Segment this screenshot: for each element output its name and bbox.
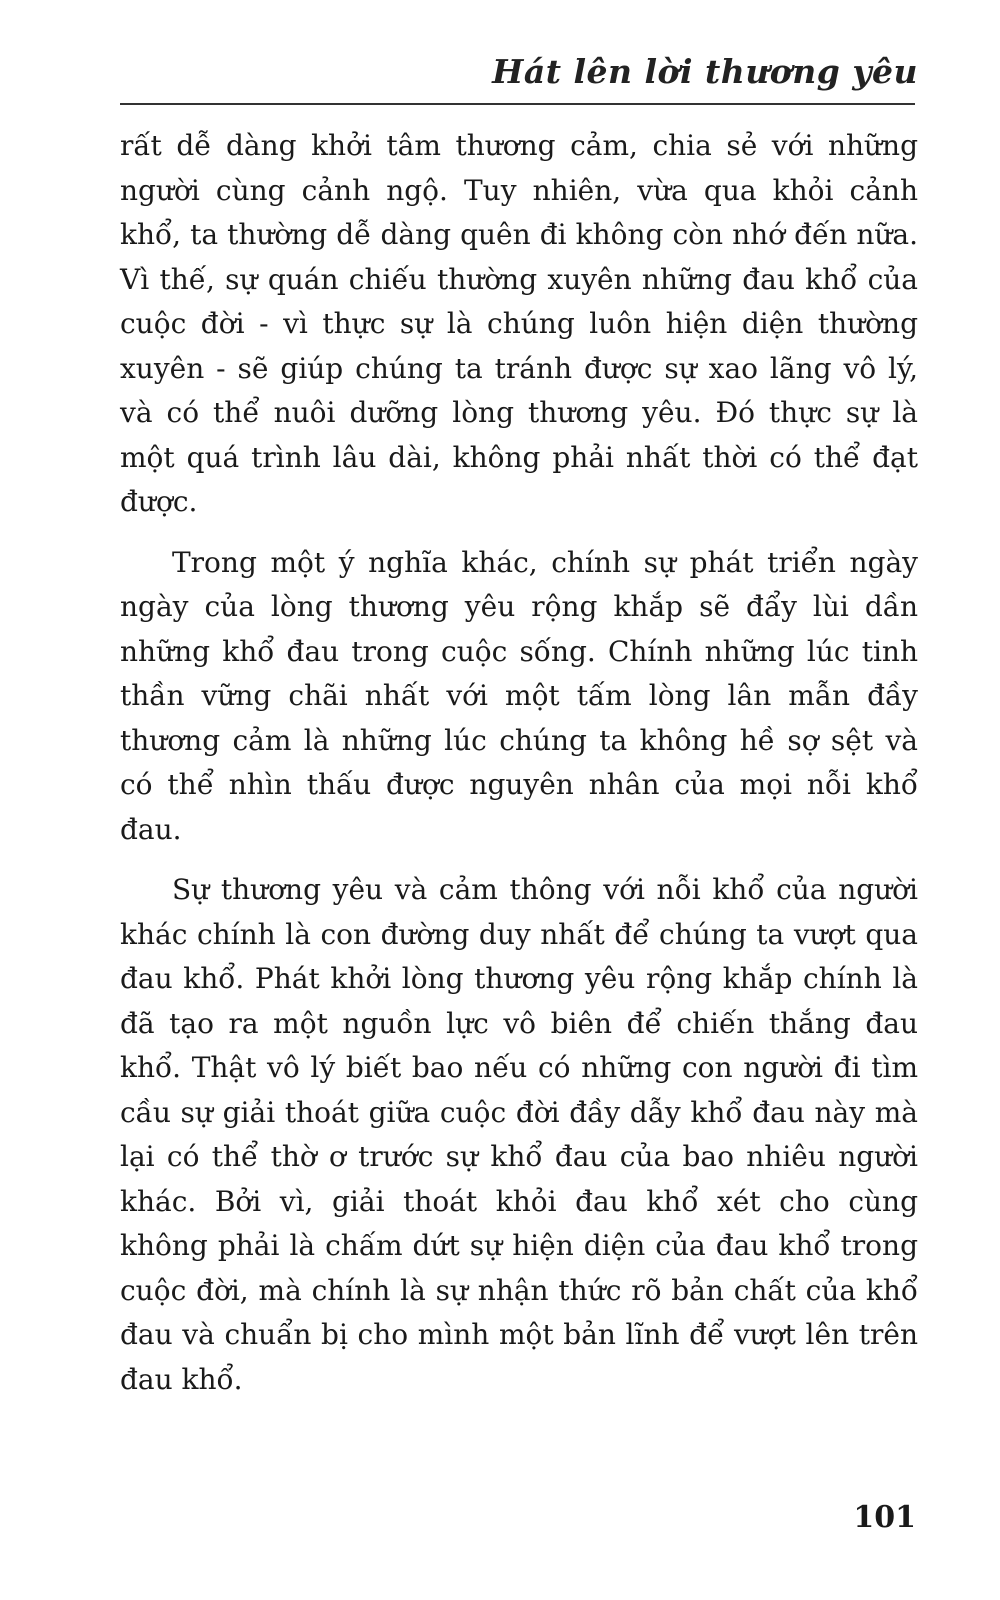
paragraph-continued: rất dễ dàng khởi tâm thương cảm, chia sẻ với những người cùng cảnh ngộ. Tuy nhiên, vừa qua khỏi cảnh khổ, ta thường dễ dàng quên đi không còn nhớ đến nữa. Vì thế, sự quán chiếu thường xuyên những đau khổ của cuộc đời - vì thực sự là chúng luôn hiện diện thường xuyên - sẽ giúp chúng ta tránh được sự xao lãng vô lý, và có thể nuôi dưỡng lòng thương yêu. Đó thực sự là một quá trình lâu dài, không phải nhất thời có thể đạt được.: [120, 129, 918, 518]
header-divider: [120, 103, 915, 105]
paragraph: Trong một ý nghĩa khác, chính sự phát triển ngày ngày của lòng thương yêu rộng khắp sẽ đẩy lùi dần những khổ đau trong cuộc sống. Chính những lúc tinh thần vững chãi nhất với một tấm lòng lân mẫn đầy thương cảm là những lúc chúng ta không hề sợ sệt và có thể nhìn thấu được nguyên nhân của mọi nỗi khổ đau.: [120, 545, 918, 846]
running-header-title: Hát lên lời thương yêu: [492, 52, 918, 91]
paragraph: Sự thương yêu và cảm thông với nỗi khổ của người khác chính là con đường duy nhất để chúng ta vượt qua đau khổ. Phát khởi lòng thương yêu rộng khắp chính là đã tạo ra một nguồn lực vô biên để chiến thắng đau khổ. Thật vô lý biết bao nếu có những con người đi tìm cầu sự giải thoát giữa cuộc đời đầy dẫy khổ đau này mà lại có thể thờ ơ trước sự khổ đau của bao nhiêu người khác. Bởi vì, giải thoát khỏi đau khổ xét cho cùng không phải là chấm dứt sự hiện diện của đau khổ trong cuộc đời, mà chính là sự nhận thức rõ bản chất của khổ đau và chuẩn bị cho mình một bản lĩnh để vượt lên trên đau khổ.: [120, 873, 918, 1396]
body-text: [120, 124, 918, 1418]
page-number: 101: [853, 1500, 916, 1535]
